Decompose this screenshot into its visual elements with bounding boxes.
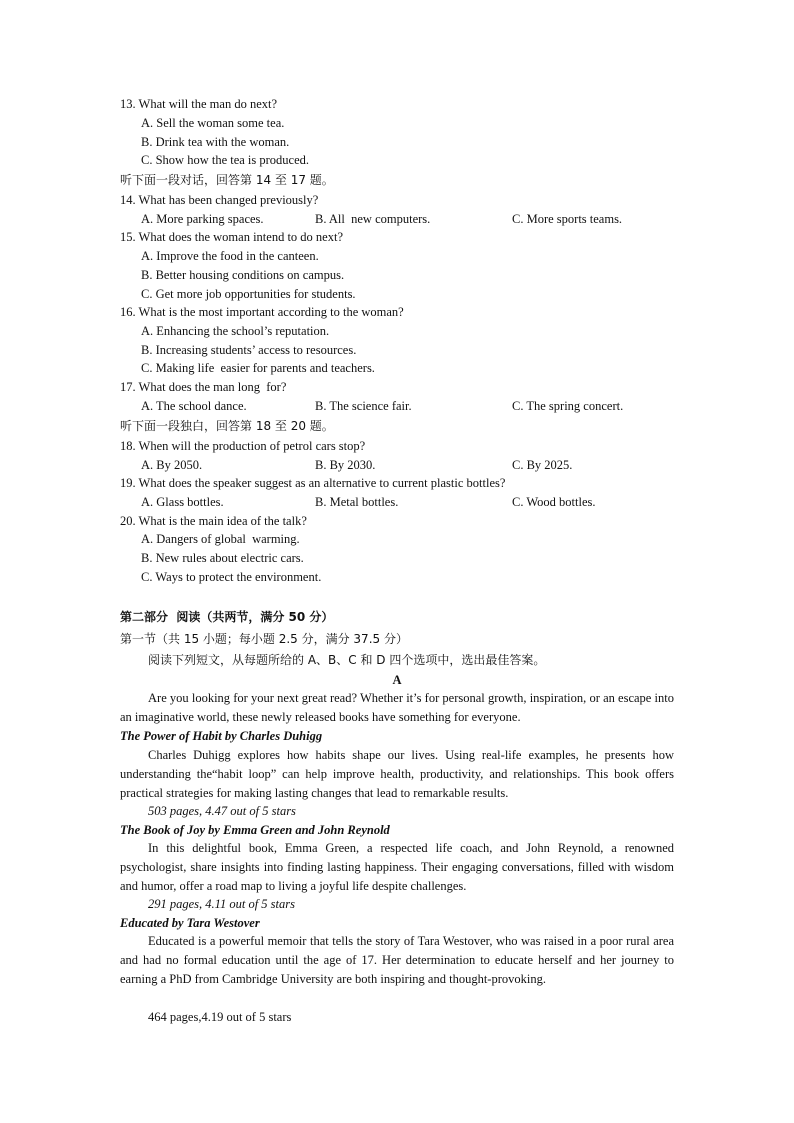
section-title: 第一节（共 15 小题；每小题 2.5 分，满分 37.5 分） [120,632,408,646]
option-18c: C. By 2025. [512,458,573,472]
option-17c: C. The spring concert. [512,399,624,413]
question-17: 17. What does the man long for? [120,380,287,394]
option-17a: A. The school dance. [141,399,247,413]
option-19b: B. Metal bottles. [315,495,399,509]
instruction-18-20: 听下面一段独白，回答第 18 至 20 题。 [120,419,334,433]
option-18a: A. By 2050. [141,458,203,472]
passage-label: A [392,673,402,687]
book3-meta: 464 pages,4.19 out of 5 stars [148,1010,292,1024]
passage-intro: Are you looking for your next great read? Whether it’s for personal growth, inspiration, or an escape into an imaginative world, these newly released books have something for everyone. [120,691,674,724]
question-20: 20. What is the main idea of the talk? [120,514,307,528]
option-19c: C. Wood bottles. [512,495,596,509]
part-title: 第二部分 阅读（共两节，满分 50 分） [120,610,334,624]
option-20a: A. Dangers of global warming. [141,532,300,546]
question-18: 18. When will the production of petrol cars stop? [120,439,366,453]
option-18b: B. By 2030. [315,458,376,472]
option-16b: B. Increasing students’ access to resources. [141,343,357,357]
option-20c: C. Ways to protect the environment. [141,570,322,584]
option-14c: C. More sports teams. [512,212,623,226]
question-13: 13. What will the man do next? [120,97,278,111]
instruction-14-17: 听下面一段对话，回答第 14 至 17 题。 [120,173,334,187]
question-15: 15. What does the woman intend to do next? [120,230,343,244]
question-14: 14. What has been changed previously? [120,193,319,207]
book3-body: Educated is a powerful memoir that tells the story of Tara Westover, who was raised in a poor rural area and had no formal education until the age of 17. Her determination to educate herself and her journey to earning a PhD from Cambridge University are both inspiring and thought-provoking. [120,934,674,986]
option-16c: C. Making life easier for parents and teachers. [141,361,375,375]
option-15b: B. Better housing conditions on campus. [141,268,345,282]
reading-instruction: 阅读下列短文，从每题所给的 A、B、C 和 D 四个选项中，选出最佳答案。 [148,653,546,667]
option-15c: C. Get more job opportunities for students. [141,287,356,301]
book1-meta: 503 pages, 4.47 out of 5 stars [148,804,296,818]
book2-body: In this delightful book, Emma Green, a respected life coach, and John Reynold, a renowned psychologist, share insights into finding lasting happiness. Their engaging conversations, filled with wisdom and humor, offer a road map to living a joyful life despite challenges. [120,841,674,893]
book1-body: Charles Duhigg explores how habits shape our lives. Using real-life examples, he presents how understanding the“habit loop” can help improve health, productivity, and relationships. This book offers practical strategies for making lasting changes that lead to remarkable results. [120,748,674,800]
option-14a: A. More parking spaces. [141,212,264,226]
option-13c: C. Show how the tea is produced. [141,153,310,167]
book2-meta: 291 pages, 4.11 out of 5 stars [148,897,295,911]
option-13a: A. Sell the woman some tea. [141,116,285,130]
option-17b: B. The science fair. [315,399,412,413]
question-19: 19. What does the speaker suggest as an alternative to current plastic bottles? [120,476,506,490]
book3-title: Educated by Tara Westover [120,916,260,930]
option-14b: B. All new computers. [315,212,431,226]
option-13b: B. Drink tea with the woman. [141,135,290,149]
book2-title: The Book of Joy by Emma Green and John Reynold [120,823,390,837]
option-16a: A. Enhancing the school’s reputation. [141,324,330,338]
option-20b: B. New rules about electric cars. [141,551,304,565]
option-19a: A. Glass bottles. [141,495,224,509]
book1-title: The Power of Habit by Charles Duhigg [120,729,323,743]
question-16: 16. What is the most important according to the woman? [120,305,404,319]
option-15a: A. Improve the food in the canteen. [141,249,319,263]
